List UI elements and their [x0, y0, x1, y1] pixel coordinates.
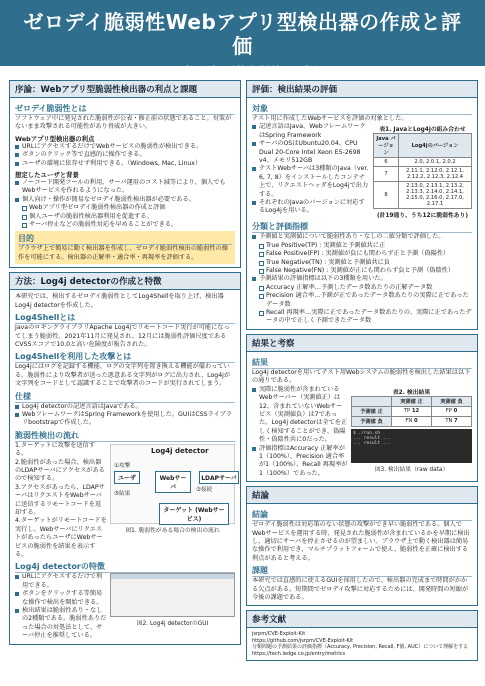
class-item: Precision 適合率…予測が正であったデータ数あたりの実際に正であったデータ数: [252, 292, 472, 309]
table1: [373, 133, 472, 209]
table1-header: Log4jのバージョン: [399, 134, 472, 158]
goal-text: ブラウザ上で簡易に動く検出器を作成し、ゼロデイ脆弱性検出の脆弱性の操作を可能にする。検出器の正解率・適合率・再現率を評価する。: [18, 245, 228, 261]
results-heading: 結果と考察: [247, 335, 477, 352]
table1-note: (計19通り、うち12に脆弱性あり): [377, 213, 468, 220]
reference-item: 分類問題の予測結果の評価指標（Accuracy, Precision, Recall, F値, AUC）について理解をする: [252, 644, 469, 651]
feature-title: Log4j detectorの特徴: [15, 561, 235, 573]
cell-label: FP: [445, 408, 452, 415]
table1-title: 表1. JavaとLog4jの組み合わせ: [379, 127, 466, 134]
conclusion-subtitle: 結論: [252, 509, 472, 521]
issue-text: 本研究では直感的に使えるGUIを採用したので、検出器の完成まで時間がかかる欠点がある。短期間でゼロデイ攻撃に対応するためには、開発時間の短縮が今後の課題である。: [252, 577, 469, 601]
table2: [351, 396, 472, 427]
table1-cell: 7: [374, 167, 399, 182]
right-column: [246, 80, 478, 665]
table2-header: 実測値 負: [432, 396, 472, 406]
conclusion-section: [246, 486, 478, 606]
spec-title: 仕様: [15, 391, 235, 403]
method-heading: 方法：Log4j detectorの作成と特徴: [10, 273, 240, 290]
target-item: それぞれのJavaのバージョンに対応するLog4jを用いる。: [252, 199, 370, 216]
class-title: 分類と評価指標: [252, 221, 472, 233]
poster-author: 二ノ方 理仁（芝中学校 3年）: [158, 65, 327, 79]
left-column: [9, 80, 241, 649]
feature-item: ボタンをクリックする等簡易な操作で検出を開始できる。: [15, 590, 107, 607]
spec-item: WebフレームワークはSpring Frameworkを使用した。GUIはCSSライブラリbootstrapで作成した。: [15, 411, 235, 428]
table1-header: Java バージョン: [374, 134, 399, 158]
table1-cell: 2.0, 2.0.1, 2.0.2: [399, 158, 472, 167]
target-box: ターゲット (Webサービス): [159, 503, 229, 525]
log4shell-title: Log4Shellとは: [15, 312, 235, 324]
gui-screenshot: [110, 573, 235, 617]
conclusion-heading: 結論: [247, 487, 477, 504]
intro-heading: 序論：Webアプリ型脆弱性検出器の利点と課題: [10, 81, 240, 98]
target-item: テストWebサーバは3種類のJava（ver. 6, 7, 8）をインストールしたコンテナ上で、リクエストヘッダをLog4jで出力する。: [252, 165, 370, 199]
merit-item: URLにアクセスするだけでWebサービスの脆弱性が検出できる。: [15, 143, 235, 151]
intro-section: [9, 80, 241, 268]
feature-item: URLにアクセスするだけで利用できる。: [15, 573, 107, 590]
poster-title: ゼロデイ脆弱性Webアプリ型検出器の作成と評価: [23, 10, 462, 58]
reference-item: https://tech.ledge.co.jp/entry/metrics: [252, 650, 346, 657]
table2-header: 実測値 正: [392, 396, 432, 406]
eval-heading: 評価：検出結果の評価: [247, 81, 477, 98]
table2-title: 表2. 検出結果: [392, 389, 431, 396]
cell-label: FN: [405, 418, 413, 425]
ldap-server-box: LDAPサーバ: [199, 471, 239, 484]
flow-title: 脆弱性検出の流れ: [15, 430, 235, 442]
class-item: Accuracy 正解率…予測したデータ数あたりの正解データ数: [252, 284, 472, 292]
target-intro: テスト用に作成したWebサービスを評価の対象とした。: [252, 115, 408, 122]
attack-text: Log4jにはログを記録する機能、ログの文字列を置き換える機能が備わっている。脆弱性により攻撃者が送った悪意ある文字列がログに出力され、Log4jが文字列をコードとして認識することで攻撃者のコードが実行されてしまう。: [15, 363, 231, 388]
step-label: ②接続: [196, 486, 213, 493]
table1-cell: 2.13.0, 2.13.1, 2.13.2, 2.13.3, 2.14.0, 2.14.1, 2.15.0, 2.16.0, 2.17.0, 2.17.1: [399, 182, 472, 209]
attack-title: Log4Shellを利用した攻撃とは: [15, 351, 235, 363]
cell-value: 12: [411, 408, 420, 415]
assume-label: 想定したユーザと背景: [15, 171, 79, 180]
figure3-caption: 図3. 検出結果（raw data）: [374, 466, 449, 473]
table1-cell: 2.11.1, 2.12.0, 2.12.1, 2.12.2, 2.12.3, 2.12.4: [399, 167, 472, 182]
reference-item: jsrpm/CVE-Exploit-Kit: [252, 631, 306, 638]
flow-diagram: [110, 444, 235, 524]
flow-step: 3.アクセスがあったら、LDAPサーバはリクエストをWebサーバに送信するリモートコードを返却する。: [15, 483, 105, 516]
result-item: 実際に脆弱性が含まれているWebサーバー（実測値正）は12、含まれていないWebサービス（実測値負）は7であった。Log4j detectorは全てを正しく検知することができ、偽陽性・偽陰性共に0だった。: [252, 386, 348, 445]
result-item: 評価指標はAccuracy 正解率が1（100%）、Precision 適合率が1（100%）、Recall 再現率が1（100%）であった。: [252, 445, 348, 479]
step-label: ⑤結果: [114, 490, 131, 497]
flow-step: 2.脆弱性があった場合、検出器のLDAPサーバにアクセスがあるので検知する。: [15, 458, 105, 483]
method-section: [9, 272, 241, 644]
goal-title: 目的: [18, 233, 232, 245]
table1-cell: 6: [374, 158, 399, 167]
cell-label: TN: [445, 418, 453, 425]
web-server-box: Webサーバ: [155, 471, 191, 493]
class-item: 予測結果の評価指標は以下の3種類を用いた。: [252, 275, 472, 283]
poster-header: [0, 0, 485, 79]
reference-item: https://github.com/jsrpm/CVE-Exploit-Kit: [252, 637, 354, 644]
figure1-caption: 図1. 脆弱性がある場合の検出の流れ: [125, 527, 220, 534]
cell-label: TP: [403, 408, 411, 415]
results-section: [246, 334, 478, 482]
cell-value: 0: [413, 418, 418, 425]
class-item: True Negative(TN) : 実測値と予測値共に負: [252, 259, 472, 267]
assume-item: ノーコード開発ツールの利用、サーバ運用のコスト減等により、個人でもWebサービスを作れるようになった。: [15, 179, 235, 196]
table2-row-header: 予測値 負: [352, 416, 392, 426]
step-label: ①攻撃: [114, 462, 131, 469]
target-item: 記述言語はJava、WebフレームワークはSpring Framework: [252, 123, 370, 140]
results-intro: Log4j detectorを用いてテスト用Webシステムの脆弱性を検出した結果は以下の通りである。: [252, 368, 471, 385]
assume-item: 個人向け・操作が簡易なゼロデイ脆弱性検出器が必要である。: [15, 196, 235, 204]
user-box: ユーザ: [114, 471, 140, 484]
goal-box: [15, 231, 235, 264]
target-item: サーバのOSはUbuntu20.04、CPU Dual 20-Core Intel Xeon E5-2698 v4、メモリ512GB: [252, 140, 370, 165]
results-subtitle: 結果: [252, 357, 472, 369]
class-item: False Positive(FP) : 実測値が負にも関わらず正と予測（偽陽性）: [252, 250, 472, 258]
sub-point: Webアプリ型ゼロデイ脆弱性検出器の作成と評価: [15, 204, 235, 212]
figure2-caption: 図2. Log4j detectorのGUI: [136, 621, 209, 628]
issue-title: 課題: [252, 565, 472, 577]
references-heading: 参考文献: [247, 611, 477, 628]
eval-section: [246, 80, 478, 330]
zeroday-text: ソフトウェア中に発見された脆弱性が公表・修正前の状態であること。対策がないまま攻撃される可能性があり脅威が大きい。: [15, 115, 232, 131]
flow-step: 1.ターゲットに攻撃を送信する。: [15, 441, 95, 458]
sub-point: サーバ停止などの脆弱性対応を早めることができる。: [15, 221, 235, 229]
zeroday-title: ゼロデイ脆弱性とは: [15, 103, 235, 115]
cell-value: 7: [454, 418, 458, 425]
spec-item: Log4j detectorの記述言語はJavaである。: [15, 403, 235, 411]
flow-step: 4.ターゲットがリモートコードを実行し、WebサーバにリクエストがあったらユーザにWebサービスの脆弱性を結果を表示する。: [15, 517, 107, 559]
conclusion-text: ゼロデイ脆弱性は対応策のない状態の攻撃ができ早い脆弱性である。個人でWebサービスを運用する時、発見された脆弱性が含まれているかを早期に検出し、適切にサーバを停止させるのが望ましい。ブラウザ上で動く検出器は簡易な操作で利用でき、マルチプラットフォームで使え、脆弱性を正確に検出する利点があると考える。: [252, 521, 470, 562]
class-item: True Positive(TP) : 実測値と予測値共に正: [252, 242, 472, 250]
class-item: 予測値と実測値について脆弱性あり・なしの二値分類で評価した。: [252, 233, 472, 241]
merit-label: Webアプリ型検出器の利点: [15, 134, 95, 143]
raw-data-screenshot: $ ./run.sh ... result ... ... result ...: [351, 429, 472, 463]
feature-item: 検出結果は脆弱性あり・なしの2種類である。脆弱性ありだった場合の対処法として、サーバ停止を推奨している。: [15, 607, 107, 641]
class-item: False Negative(FN) : 実測値が正にも関わらず負と予測（偽陰性）: [252, 267, 472, 275]
class-item: Recall 再現率…実際に正であったデータ数あたりの、実際に正であったデータの中で正しく予測できたデータ数: [252, 309, 472, 326]
log4shell-text: JavaのロギングライブラリApache Log4jでリモートコード実行が可能になってしまう脆弱性。2021年11月に発見され、12月には脆弱性評価尺度であるCVSSスコアで10.0と高い危険度が報告された。: [15, 324, 230, 348]
cell-value: 0: [453, 408, 458, 415]
target-title: 対象: [252, 103, 472, 115]
diagram-title: Log4j detector: [151, 446, 209, 455]
table2-row-header: 予測値 正: [352, 406, 392, 416]
sub-point: 個人ユーザの脆弱性検出器利用を促進する。: [15, 213, 235, 221]
merit-item: ユーザの環境に依存せず利用できる。（Windows, Mac, Linux）: [15, 160, 235, 168]
table1-cell: 8: [374, 182, 399, 209]
references-section: [246, 610, 478, 661]
method-intro: 本研究では、検出するゼロデイ脆弱性としてLog4Shellを取り上げ、検出器Log4j detectorを作成した。: [15, 293, 224, 309]
merit-item: ボタンのクリック等で直感的に操作できる。: [15, 151, 235, 159]
